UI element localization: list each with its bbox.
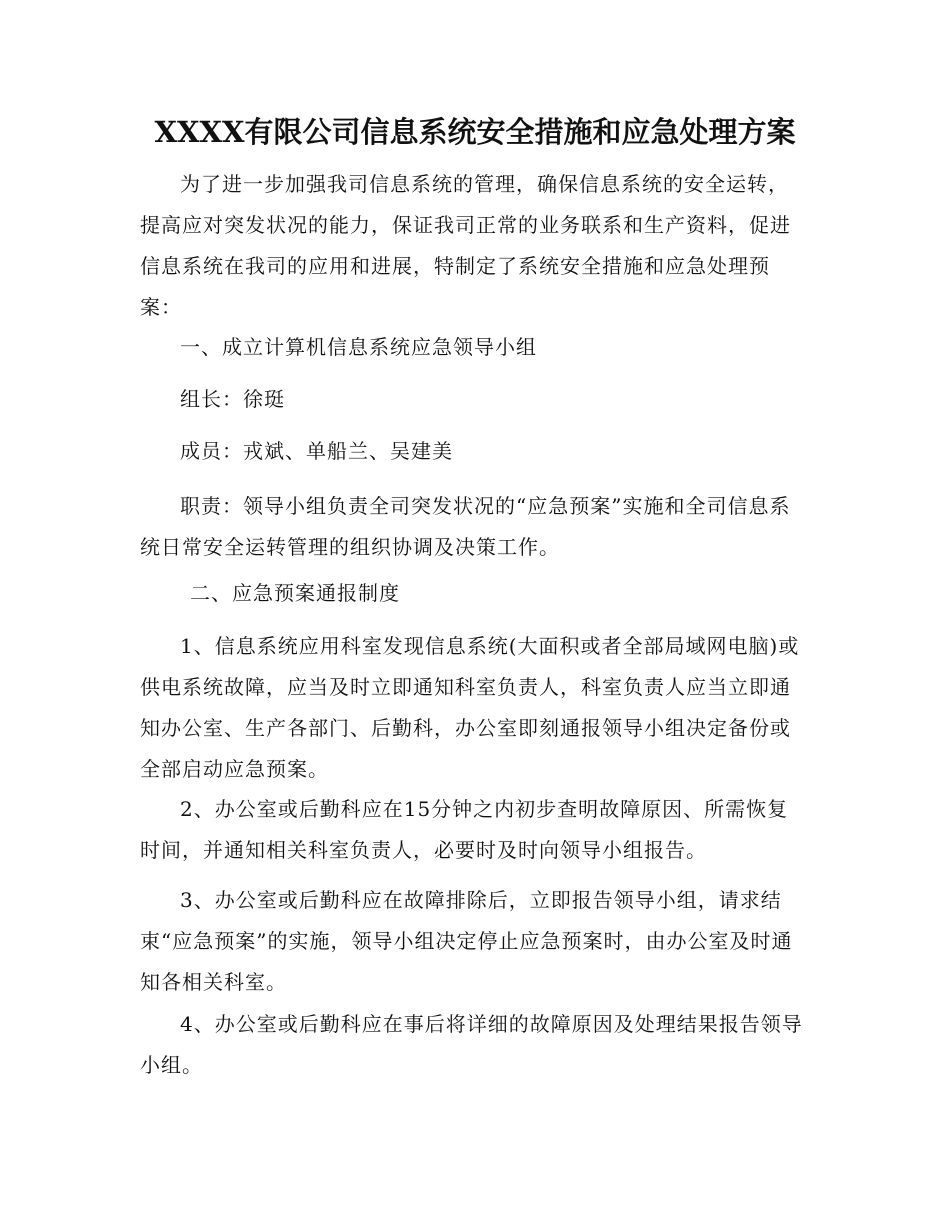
section-heading-1: 一、成立计算机信息系统应急领导小组 bbox=[180, 335, 537, 359]
list-item: 4、办公室或后勤科应在事后将详细的故障原因及处理结果报告领导小组。 bbox=[140, 1012, 803, 1077]
team-members-line: 成员：戎斌、单船兰、吴建美 bbox=[180, 439, 453, 463]
document-title: XXXX有限公司信息系统安全措施和应急处理方案 bbox=[154, 115, 796, 149]
team-leader-line: 组长：徐珽 bbox=[180, 387, 285, 411]
section-heading-2: 二、应急预案通报制度 bbox=[190, 581, 400, 605]
intro-paragraph: 为了进一步加强我司信息系统的管理，确保信息系统的安全运转，提高应对突发状况的能力，保证我司正常的业务联系和生产资料，促进信息系统在我司的应用和进展，特制定了系统安全措施和应急处理预案： bbox=[140, 172, 791, 319]
list-item: 1、信息系统应用科室发现信息系统(大面积或者全部局域网电脑)或供电系统故障，应当及时立即通知科室负责人，科室负责人应当立即通知办公室、生产各部门、后勤科，办公室即刻通报领导小组决定备份或全部启动应急预案。 bbox=[140, 634, 800, 781]
list-item: 3、办公室或后勤科应在故障排除后，立即报告领导小组，请求结束“应急预案”的实施，领导小组决定停止应急预案时，由办公室及时通知各相关科室。 bbox=[140, 888, 793, 994]
list-item: 2、办公室或后勤科应在15分钟之内初步查明故障原因、所需恢复时间，并通知相关科室负责人，必要时及时向领导小组报告。 bbox=[140, 797, 789, 862]
duty-paragraph: 职责：领导小组负责全司突发状况的“应急预案”实施和全司信息系统日常安全运转管理的组织协调及决策工作。 bbox=[140, 494, 791, 559]
